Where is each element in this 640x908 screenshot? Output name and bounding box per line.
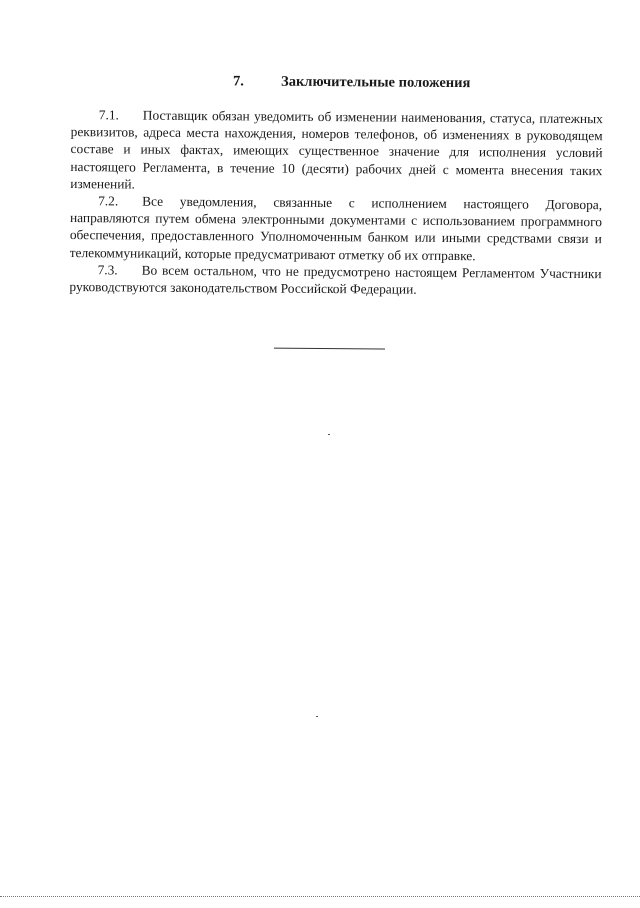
scan-edge-line [0, 896, 640, 897]
paragraph-7-3 [69, 261, 601, 300]
paragraph-number: 7.3. [97, 262, 118, 278]
end-rule [274, 348, 385, 350]
scan-speck [328, 434, 330, 435]
section-number: 7. [233, 73, 245, 90]
section-title: Заключительные положения [281, 73, 471, 92]
paragraph-text: Поставщик обязан уведомить об изменении наименования, статуса, платежных реквизитов, адреса места нахождения, номеров телефонов, об изменениях в руководящем составе и иных фактах, имеющих существенное значение для исполнения условий настоящего Регламента, в течение 10 (десяти) рабочих дней с момента внесения таких изменений. [70, 107, 603, 192]
paragraph-number: 7.1. [98, 107, 119, 123]
section-heading [1, 71, 640, 92]
paragraph-7-2 [70, 192, 603, 265]
paragraph-7-1 [70, 106, 603, 196]
section-body [69, 106, 602, 299]
scan-speck [316, 716, 318, 717]
paragraph-number: 7.2. [98, 193, 119, 209]
paragraph-text: Все уведомления, связанные с исполнением настоящего Договора, направляются путем обмена электронными документами с использованием программного обеспечения, предоставленного Уполномоченным банком или иными средствами связи и телекоммуникаций, которые предусматривают отметку об их отправке. [69, 193, 603, 263]
paragraph-text: Во всем остальном, что не предусмотрено настоящем Регламентом Участники руководствуются законодательством Российской Федерации. [69, 262, 602, 297]
